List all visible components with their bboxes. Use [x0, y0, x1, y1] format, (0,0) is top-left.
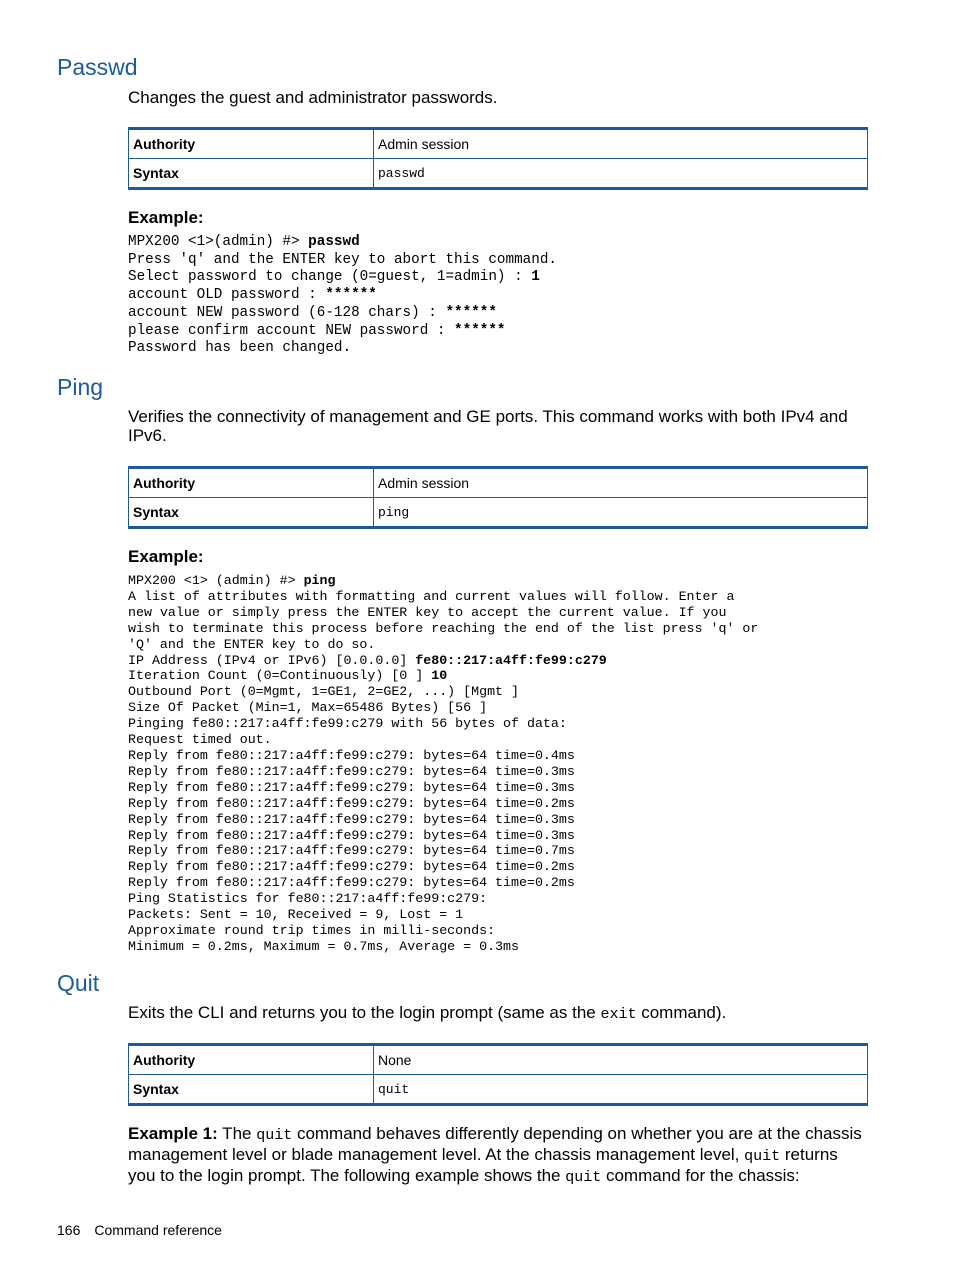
user-input: fe80::217:a4ff:fe99:c279 [415, 652, 607, 668]
code-line [128, 684, 758, 700]
code-line [128, 234, 557, 252]
code-line-text: account NEW password (6-128 chars) : [128, 304, 446, 321]
table-row [129, 498, 868, 528]
code-line [128, 637, 758, 653]
code-line-text: Press 'q' and the ENTER key to abort this command. [128, 251, 557, 268]
code-line [128, 621, 758, 637]
quit-command-code: quit [744, 1148, 781, 1165]
code-line [128, 252, 557, 270]
syntax-value: passwd [374, 159, 868, 189]
code-line-text: Iteration Count (0=Continuously) [0 ] [128, 668, 432, 684]
authority-value: None [374, 1045, 868, 1075]
quit-description-text-end: command). [636, 1003, 727, 1022]
code-line-text: Reply from fe80::217:a4ff:fe99:c279: bytes=64 time=0.3ms [128, 763, 575, 779]
code-line-text: account OLD password : [128, 287, 326, 304]
ping-command-table [128, 466, 868, 529]
syntax-label: Syntax [129, 1075, 374, 1105]
page-footer [57, 1222, 236, 1238]
authority-label: Authority [129, 468, 374, 498]
footer-section-title: Command reference [94, 1222, 222, 1238]
code-line-text: Reply from fe80::217:a4ff:fe99:c279: bytes=64 time=0.2ms [128, 859, 575, 875]
code-line-text: Outbound Port (0=Mgmt, 1=GE1, 2=GE2, ...) [Mgmt ] [128, 684, 519, 700]
authority-value: Admin session [374, 129, 868, 159]
ping-example-label: Example: [128, 547, 204, 566]
syntax-label: Syntax [129, 498, 374, 528]
passwd-example-code [128, 234, 557, 358]
code-line-text: Approximate round trip times in milli-seconds: [128, 922, 496, 938]
code-line [128, 875, 758, 891]
syntax-value: ping [374, 498, 868, 528]
code-line [128, 859, 758, 875]
code-line-text: Request timed out. [128, 732, 272, 748]
passwd-example-label: Example: [128, 208, 204, 227]
code-line [128, 287, 557, 305]
code-line-text: Ping Statistics for fe80::217:a4ff:fe99:c279: [128, 891, 488, 907]
code-line [128, 843, 758, 859]
authority-value: Admin session [374, 468, 868, 498]
code-line [128, 605, 758, 621]
code-line [128, 340, 557, 358]
table-row [129, 468, 868, 498]
code-line [128, 653, 758, 669]
table-row [129, 1075, 868, 1105]
code-line-text: A list of attributes with formatting and current values will follow. Enter a [128, 588, 735, 604]
code-line-text: wish to terminate this process before reaching the end of the list press 'q' or [128, 620, 759, 636]
code-line-text: Reply from fe80::217:a4ff:fe99:c279: bytes=64 time=0.3ms [128, 779, 575, 795]
authority-label: Authority [129, 129, 374, 159]
user-input: ping [303, 573, 336, 588]
user-input: ****** [445, 304, 497, 321]
code-line-text: Password has been changed. [128, 340, 352, 357]
code-line [128, 939, 758, 955]
code-line-text: please confirm account NEW password : [128, 322, 455, 339]
code-line [128, 716, 758, 732]
code-line [128, 323, 557, 341]
quit-command-code: quit [565, 1169, 602, 1186]
example1-text: command for the chassis: [601, 1166, 800, 1185]
authority-label: Authority [129, 1045, 374, 1075]
user-input: ****** [325, 287, 377, 304]
code-line-text: 'Q' and the ENTER key to do so. [128, 636, 376, 652]
code-line [128, 907, 758, 923]
example1-text: command behaves differently depending on whether you are at the chassis management level or blade management level. At the chassis management level, [128, 1124, 862, 1164]
code-line-text: Reply from fe80::217:a4ff:fe99:c279: bytes=64 time=0.4ms [128, 747, 575, 763]
syntax-label: Syntax [129, 159, 374, 189]
code-line [128, 812, 758, 828]
quit-description-text: Exits the CLI and returns you to the login prompt (same as the [128, 1003, 601, 1022]
code-line [128, 764, 758, 780]
passwd-description: Changes the guest and administrator passwords. [128, 88, 498, 107]
user-input: 10 [431, 668, 448, 684]
code-line-text: Reply from fe80::217:a4ff:fe99:c279: bytes=64 time=0.7ms [128, 843, 575, 859]
code-line-text: Reply from fe80::217:a4ff:fe99:c279: bytes=64 time=0.2ms [128, 795, 575, 811]
user-input: passwd [308, 234, 360, 250]
syntax-value: quit [374, 1075, 868, 1105]
code-line-text: Reply from fe80::217:a4ff:fe99:c279: bytes=64 time=0.3ms [128, 811, 575, 827]
code-line [128, 780, 758, 796]
section-title-quit: Quit [57, 970, 100, 996]
code-line [128, 748, 758, 764]
user-input: 1 [531, 269, 540, 286]
code-line [128, 589, 758, 605]
section-title-ping: Ping [57, 374, 104, 400]
code-line [128, 668, 758, 684]
code-line-text: Select password to change (0=guest, 1=admin) : [128, 269, 532, 286]
example1-label: Example 1: [128, 1124, 218, 1143]
quit-example1-paragraph [128, 1124, 868, 1187]
quit-description [128, 1003, 868, 1024]
code-line-text: new value or simply press the ENTER key to accept the current value. If you [128, 604, 727, 620]
page-number: 166 [57, 1222, 81, 1238]
code-line-text: Minimum = 0.2ms, Maximum = 0.7ms, Average = 0.3ms [128, 938, 519, 954]
ping-description: Verifies the connectivity of management and GE ports. This command works with both IPv4 and IPv6. [128, 407, 848, 445]
code-line-text: IP Address (IPv4 or IPv6) [0.0.0.0] [128, 652, 416, 668]
code-line-text: Reply from fe80::217:a4ff:fe99:c279: bytes=64 time=0.2ms [128, 875, 575, 891]
code-line [128, 269, 557, 287]
code-line [128, 700, 758, 716]
example1-text: returns you to the login prompt. The following example shows the [128, 1145, 838, 1185]
code-line [128, 573, 758, 589]
code-line-text: MPX200 <1> (admin) #> [128, 573, 304, 588]
code-line-text: MPX200 <1>(admin) #> [128, 234, 309, 250]
passwd-command-table [128, 127, 868, 190]
user-input: ****** [454, 322, 506, 339]
ping-example-code [128, 573, 758, 955]
code-line-text: Reply from fe80::217:a4ff:fe99:c279: bytes=64 time=0.3ms [128, 827, 575, 843]
exit-command-code: exit [600, 1006, 637, 1023]
quit-command-table [128, 1043, 868, 1106]
code-line-text: Size Of Packet (Min=1, Max=65486 Bytes) [56 ] [128, 700, 488, 716]
table-row [129, 1045, 868, 1075]
code-line-text: Pinging fe80::217:a4ff:fe99:c279 with 56 bytes of data: [128, 716, 567, 732]
code-line-text: Packets: Sent = 10, Received = 9, Lost = 1 [128, 907, 464, 923]
code-line [128, 891, 758, 907]
code-line [128, 923, 758, 939]
code-line [128, 305, 557, 323]
code-line [128, 732, 758, 748]
quit-command-code: quit [256, 1127, 293, 1144]
section-title-passwd: Passwd [57, 54, 138, 80]
code-line [128, 796, 758, 812]
example1-text: The [217, 1124, 257, 1143]
code-line [128, 828, 758, 844]
table-row [129, 129, 868, 159]
table-row [129, 159, 868, 189]
